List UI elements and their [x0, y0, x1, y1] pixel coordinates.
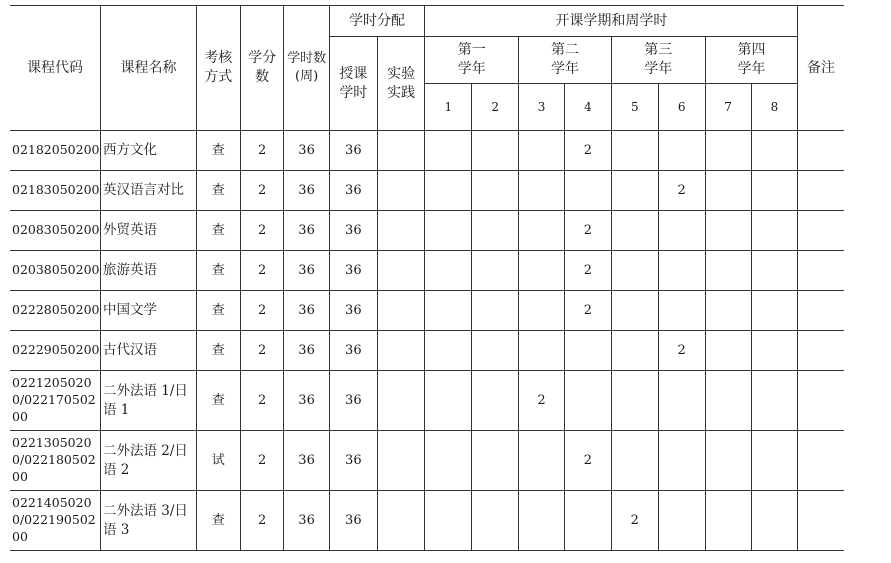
table-row	[10, 331, 891, 371]
table-row	[10, 431, 891, 491]
assessment-method: 查	[196, 371, 240, 431]
total-hours: 36	[284, 291, 329, 331]
header-hours-text: 学时数(周)	[287, 51, 327, 84]
semester-6-weekly-hours: 2	[658, 171, 705, 211]
course-code-cell	[10, 131, 101, 171]
header-credits	[240, 6, 284, 131]
remarks	[798, 171, 844, 211]
table-body	[10, 131, 891, 551]
semester-5-weekly-hours	[611, 371, 658, 431]
remarks	[798, 251, 844, 291]
total-hours: 36	[284, 431, 329, 491]
semester-3-weekly-hours	[519, 251, 565, 291]
semester-4-weekly-hours	[565, 491, 612, 551]
course-code: 02229050200	[12, 342, 100, 358]
semester-1-weekly-hours	[425, 371, 472, 431]
semester-2-weekly-hours	[472, 371, 519, 431]
header-year-2-text: 第二学年	[550, 42, 579, 77]
semester-5-weekly-hours	[611, 431, 658, 491]
assessment-method: 查	[196, 331, 240, 371]
semester-7-weekly-hours	[705, 251, 751, 291]
header-semester-3: 3	[519, 84, 565, 131]
assessment-method: 查	[196, 251, 240, 291]
semester-3-weekly-hours	[519, 491, 565, 551]
total-hours: 36	[284, 131, 329, 171]
course-code-cell	[10, 211, 101, 251]
course-name: 中国文学	[101, 291, 197, 331]
semester-7-weekly-hours	[705, 171, 751, 211]
header-semester-group: 开课学期和周学时	[425, 6, 798, 37]
semester-6-weekly-hours	[658, 491, 705, 551]
header-credits-text: 学分数	[248, 50, 277, 85]
semester-8-weekly-hours	[751, 331, 798, 371]
remarks	[798, 131, 844, 171]
lab-practice-hours	[377, 131, 424, 171]
course-code: 02213050200/02218050200	[12, 435, 96, 484]
lecture-hours: 36	[329, 331, 377, 371]
remarks	[798, 371, 844, 431]
course-code: 02182050200	[12, 142, 100, 158]
lab-practice-hours	[377, 331, 424, 371]
header-year-3-text: 第三学年	[644, 42, 673, 77]
assessment-method: 查	[196, 291, 240, 331]
semester-5-weekly-hours	[611, 251, 658, 291]
lab-practice-hours	[377, 251, 424, 291]
lecture-hours: 36	[329, 291, 377, 331]
course-code-cell	[10, 171, 101, 211]
credits: 2	[240, 131, 284, 171]
header-assessment	[196, 6, 240, 131]
course-code-cell	[10, 331, 101, 371]
semester-5-weekly-hours	[611, 331, 658, 371]
semester-6-weekly-hours: 2	[658, 331, 705, 371]
remarks	[798, 291, 844, 331]
semester-5-weekly-hours	[611, 171, 658, 211]
header-lab-practice	[377, 37, 424, 131]
lab-practice-hours	[377, 371, 424, 431]
assessment-method: 试	[196, 431, 240, 491]
lecture-hours: 36	[329, 131, 377, 171]
remarks	[798, 331, 844, 371]
course-name: 二外法语 3/日语 3	[101, 491, 197, 551]
header-lecture-hours	[329, 37, 377, 131]
semester-6-weekly-hours	[658, 371, 705, 431]
total-hours: 36	[284, 371, 329, 431]
table-row	[10, 251, 891, 291]
semester-3-weekly-hours	[519, 131, 565, 171]
semester-1-weekly-hours	[425, 211, 472, 251]
semester-1-weekly-hours	[425, 291, 472, 331]
total-hours: 36	[284, 251, 329, 291]
remarks	[798, 491, 844, 551]
table-row	[10, 171, 891, 211]
semester-4-weekly-hours: 2	[565, 431, 612, 491]
semester-8-weekly-hours	[751, 491, 798, 551]
semester-7-weekly-hours	[705, 291, 751, 331]
total-hours: 36	[284, 331, 329, 371]
semester-3-weekly-hours	[519, 291, 565, 331]
lecture-hours: 36	[329, 171, 377, 211]
lab-practice-hours	[377, 431, 424, 491]
header-year-4-text: 第四学年	[737, 42, 766, 77]
semester-7-weekly-hours	[705, 431, 751, 491]
course-name: 二外法语 2/日语 2	[101, 431, 197, 491]
course-name: 英汉语言对比	[101, 171, 197, 211]
semester-1-weekly-hours	[425, 251, 472, 291]
semester-6-weekly-hours	[658, 131, 705, 171]
credits: 2	[240, 251, 284, 291]
semester-5-weekly-hours: 2	[611, 491, 658, 551]
header-hours	[284, 6, 329, 131]
credits: 2	[240, 371, 284, 431]
credits: 2	[240, 171, 284, 211]
lecture-hours: 36	[329, 371, 377, 431]
semester-2-weekly-hours	[472, 211, 519, 251]
header-course-code: 课程代码	[10, 6, 101, 131]
table-row	[10, 131, 891, 171]
semester-8-weekly-hours	[751, 211, 798, 251]
semester-8-weekly-hours	[751, 371, 798, 431]
course-code: 02214050200/02219050200	[12, 495, 96, 544]
semester-4-weekly-hours	[565, 331, 612, 371]
credits: 2	[240, 211, 284, 251]
credits: 2	[240, 491, 284, 551]
course-name: 外贸英语	[101, 211, 197, 251]
semester-6-weekly-hours	[658, 431, 705, 491]
semester-4-weekly-hours: 2	[565, 291, 612, 331]
assessment-method: 查	[196, 131, 240, 171]
header-semester-6: 6	[658, 84, 705, 131]
semester-6-weekly-hours	[658, 251, 705, 291]
semester-4-weekly-hours: 2	[565, 131, 612, 171]
lecture-hours: 36	[329, 211, 377, 251]
semester-2-weekly-hours	[472, 331, 519, 371]
table-row	[10, 291, 891, 331]
header-year-2	[519, 37, 612, 84]
semester-5-weekly-hours	[611, 131, 658, 171]
semester-4-weekly-hours	[565, 371, 612, 431]
course-code-cell	[10, 491, 101, 551]
total-hours: 36	[284, 491, 329, 551]
semester-7-weekly-hours	[705, 491, 751, 551]
table-row	[10, 371, 891, 431]
course-name: 西方文化	[101, 131, 197, 171]
course-code-cell	[10, 291, 101, 331]
header-semester-8: 8	[751, 84, 798, 131]
semester-5-weekly-hours	[611, 291, 658, 331]
semester-3-weekly-hours	[519, 171, 565, 211]
semester-1-weekly-hours	[425, 171, 472, 211]
semester-3-weekly-hours: 2	[519, 371, 565, 431]
header-assessment-text: 考核方式	[204, 50, 233, 85]
semester-8-weekly-hours	[751, 291, 798, 331]
lecture-hours: 36	[329, 251, 377, 291]
lab-practice-hours	[377, 211, 424, 251]
header-hour-distribution: 学时分配	[329, 6, 425, 37]
semester-4-weekly-hours: 2	[565, 251, 612, 291]
total-hours: 36	[284, 171, 329, 211]
header-remarks: 备注	[798, 6, 844, 131]
course-code-cell	[10, 431, 101, 491]
semester-3-weekly-hours	[519, 211, 565, 251]
remarks	[798, 431, 844, 491]
assessment-method: 查	[196, 211, 240, 251]
header-year-1-text: 第一学年	[457, 42, 486, 77]
semester-4-weekly-hours	[565, 171, 612, 211]
course-name: 旅游英语	[101, 251, 197, 291]
lab-practice-hours	[377, 171, 424, 211]
semester-6-weekly-hours	[658, 211, 705, 251]
course-code: 02212050200/02217050200	[12, 375, 96, 424]
semester-7-weekly-hours	[705, 211, 751, 251]
semester-5-weekly-hours	[611, 211, 658, 251]
semester-7-weekly-hours	[705, 131, 751, 171]
semester-1-weekly-hours	[425, 331, 472, 371]
credits: 2	[240, 431, 284, 491]
semester-8-weekly-hours	[751, 431, 798, 491]
course-name: 二外法语 1/日语 1	[101, 371, 197, 431]
semester-8-weekly-hours	[751, 251, 798, 291]
semester-3-weekly-hours	[519, 431, 565, 491]
table-row	[10, 491, 891, 551]
header-year-4	[705, 37, 798, 84]
semester-2-weekly-hours	[472, 491, 519, 551]
header-lab-practice-text: 实验实践	[387, 65, 416, 101]
header-semester-5: 5	[611, 84, 658, 131]
course-code: 02183050200	[12, 182, 100, 198]
semester-4-weekly-hours: 2	[565, 211, 612, 251]
semester-7-weekly-hours	[705, 371, 751, 431]
table-row	[10, 211, 891, 251]
semester-8-weekly-hours	[751, 131, 798, 171]
total-hours: 36	[284, 211, 329, 251]
lab-practice-hours	[377, 291, 424, 331]
credits: 2	[240, 331, 284, 371]
course-name: 古代汉语	[101, 331, 197, 371]
header-lecture-hours-text: 授课学时	[339, 65, 368, 101]
header-semester-7: 7	[705, 84, 751, 131]
course-code: 02038050200	[12, 262, 100, 278]
remarks	[798, 211, 844, 251]
header-semester-1: 1	[425, 84, 472, 131]
header-year-1	[425, 37, 519, 84]
semester-7-weekly-hours	[705, 331, 751, 371]
course-code: 02083050200	[12, 222, 100, 238]
semester-1-weekly-hours	[425, 431, 472, 491]
semester-2-weekly-hours	[472, 431, 519, 491]
assessment-method: 查	[196, 171, 240, 211]
semester-2-weekly-hours	[472, 171, 519, 211]
course-table	[10, 5, 891, 551]
lecture-hours: 36	[329, 431, 377, 491]
semester-2-weekly-hours	[472, 291, 519, 331]
semester-8-weekly-hours	[751, 171, 798, 211]
course-code: 02228050200	[12, 302, 100, 318]
header-semester-4: 4	[565, 84, 612, 131]
credits: 2	[240, 291, 284, 331]
course-code-cell	[10, 251, 101, 291]
header-course-name: 课程名称	[101, 6, 197, 131]
lab-practice-hours	[377, 491, 424, 551]
header-year-3	[611, 37, 705, 84]
semester-6-weekly-hours	[658, 291, 705, 331]
assessment-method: 查	[196, 491, 240, 551]
table-header	[10, 6, 891, 131]
semester-1-weekly-hours	[425, 491, 472, 551]
header-semester-2: 2	[472, 84, 519, 131]
course-code-cell	[10, 371, 101, 431]
semester-3-weekly-hours	[519, 331, 565, 371]
semester-1-weekly-hours	[425, 131, 472, 171]
semester-2-weekly-hours	[472, 131, 519, 171]
semester-2-weekly-hours	[472, 251, 519, 291]
lecture-hours: 36	[329, 491, 377, 551]
